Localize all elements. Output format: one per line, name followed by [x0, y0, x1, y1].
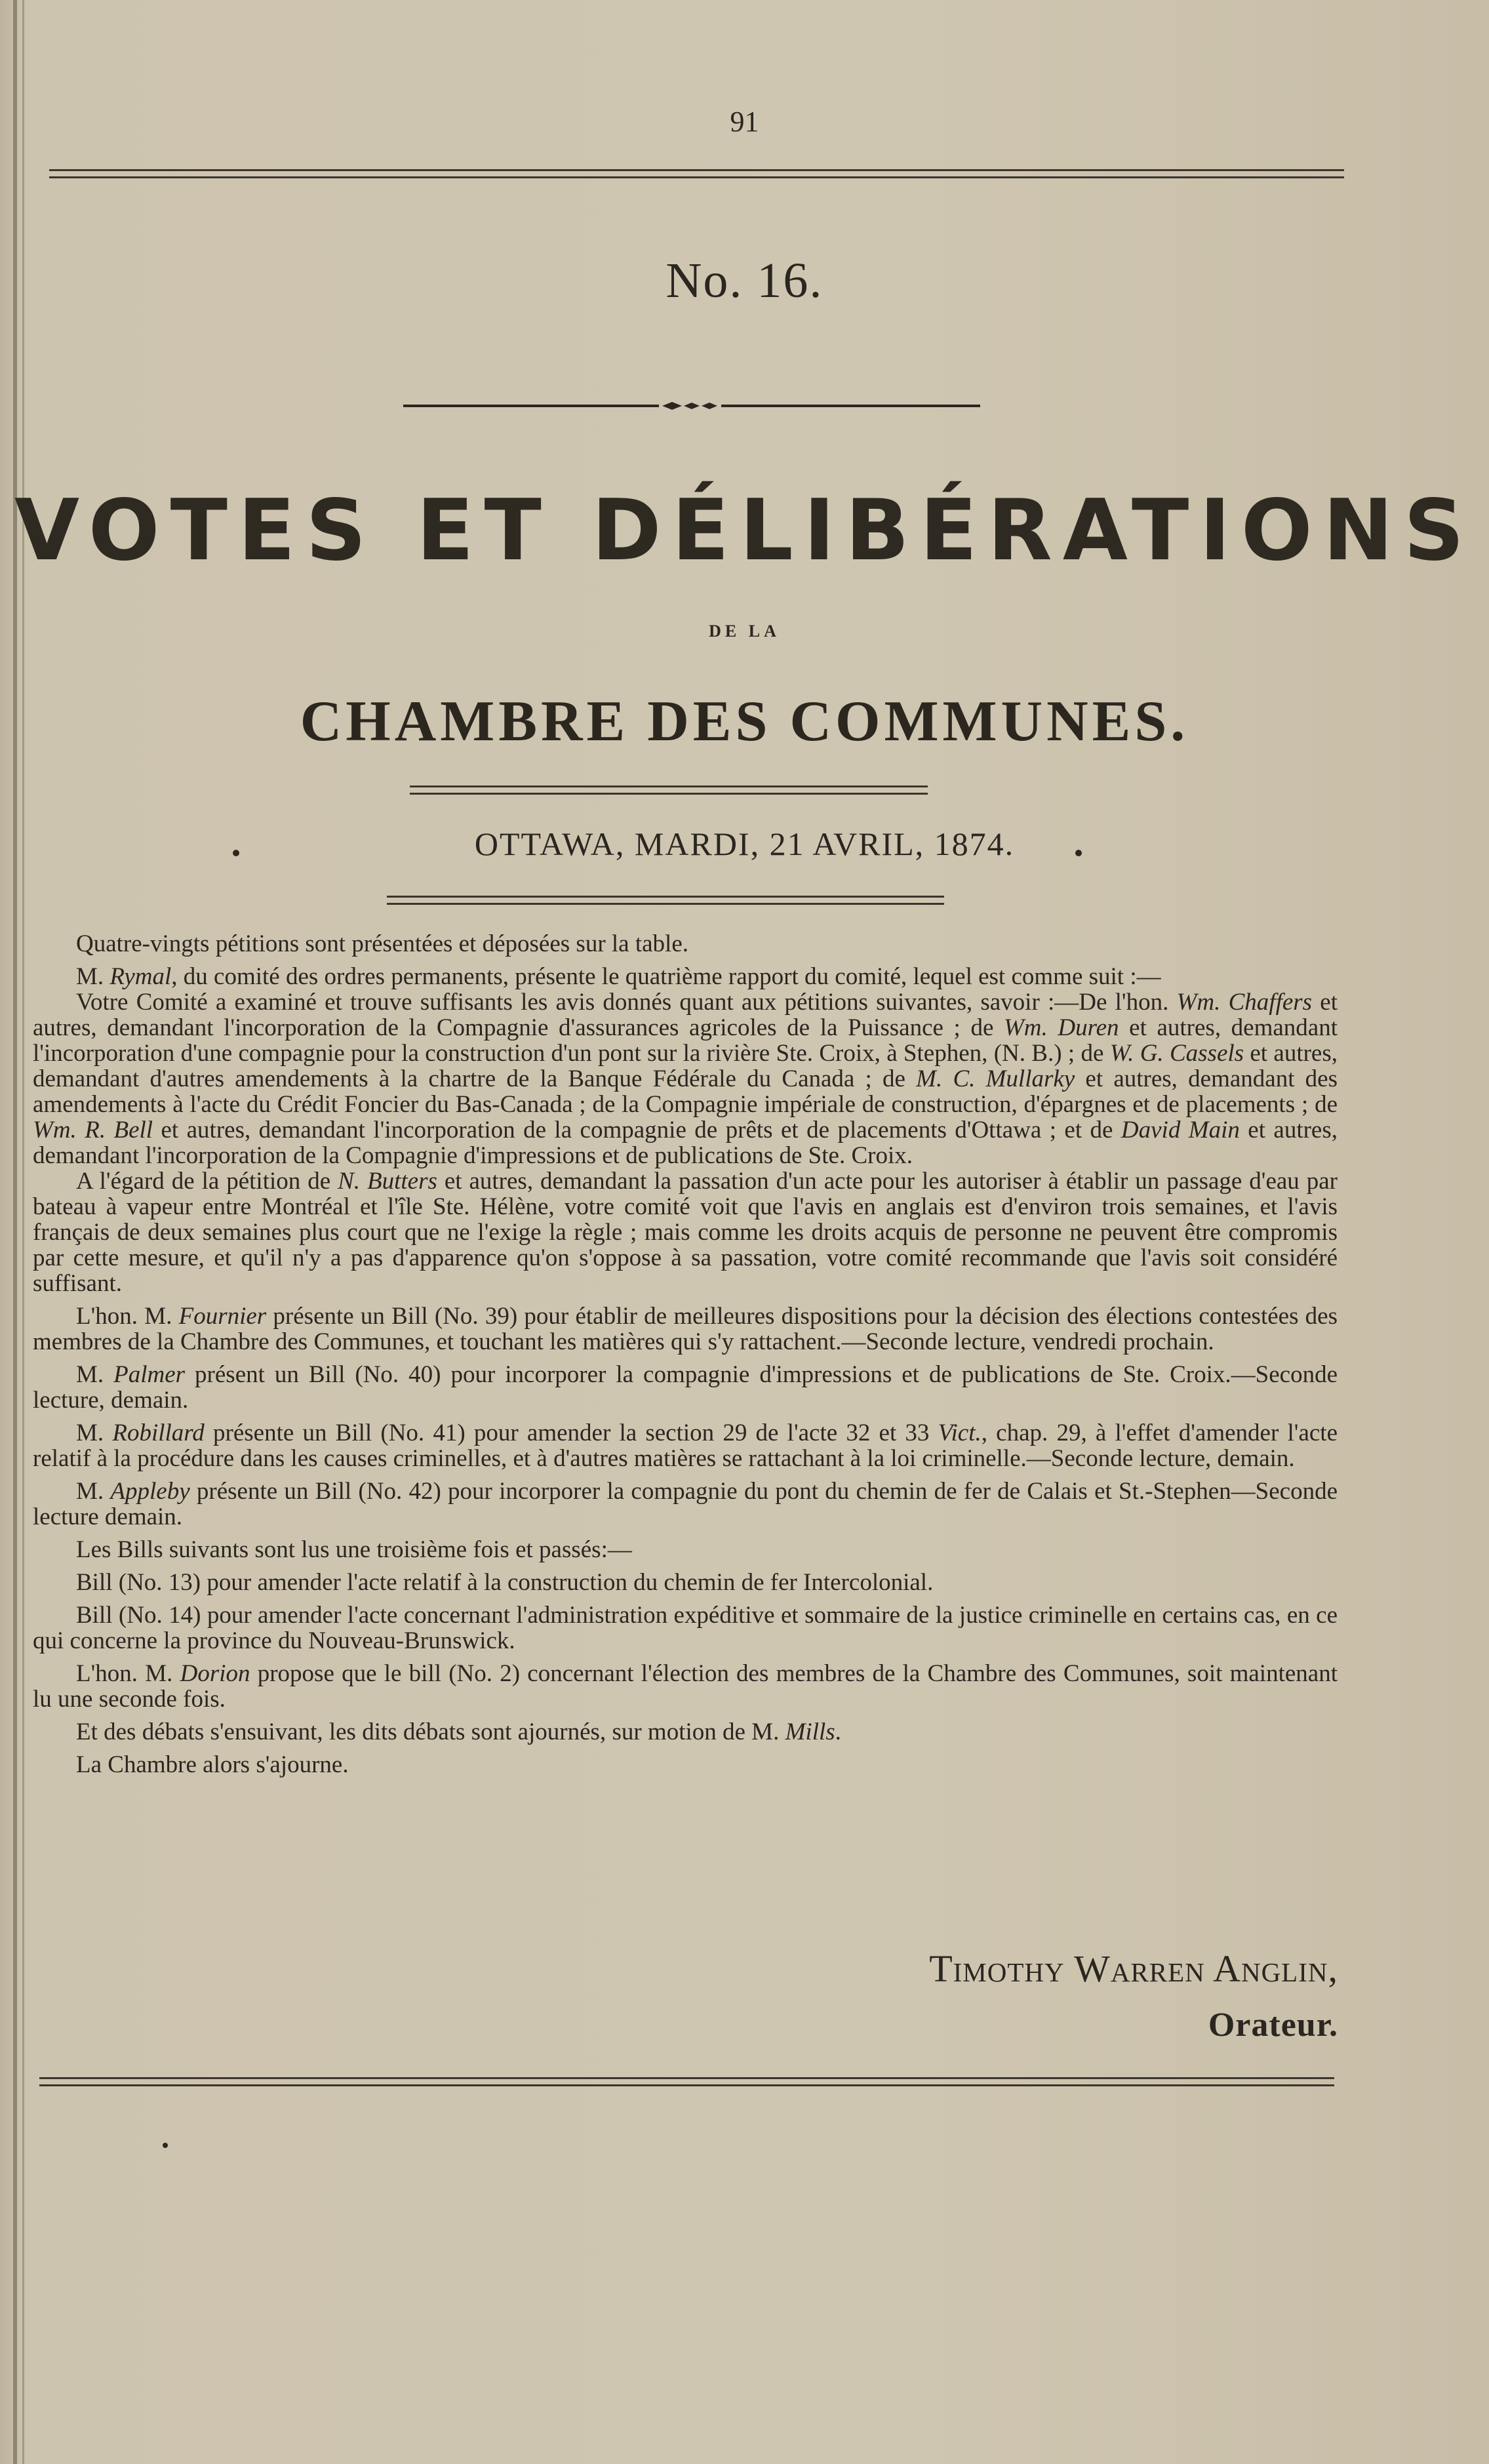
- paragraph-7: [33, 1420, 1338, 1471]
- page-spine-line: [22, 0, 24, 2464]
- footer-rule: [39, 2077, 1334, 2086]
- paragraph-13: [33, 1719, 1338, 1745]
- italic-name: Wm. Duren: [1003, 1014, 1119, 1041]
- paragraph-text: L'hon. M.: [76, 1303, 179, 1330]
- paragraph-text: Votre Comité a examiné et trouve suffisants les avis donnés quant aux pétitions suivantes, savoir :—De l'hon.: [76, 989, 1177, 1016]
- italic-name: M. C. Mullarky: [916, 1065, 1075, 1092]
- paragraph-3: [33, 989, 1338, 1168]
- proceedings-body: [33, 931, 1338, 1785]
- paragraph-text: A l'égard de la pétition de: [76, 1168, 338, 1195]
- italic-name: Wm. Chaffers: [1176, 989, 1313, 1016]
- paragraph-text: présente un Bill (No. 39) pour établir de meilleures dispositions pour la décision des élections contestées des membres de la Chambre des Communes, et touchant les matières qui s'y rattachent.—Seconde lecture, vendredi prochain.: [33, 1303, 1338, 1355]
- paragraph-10: [33, 1570, 1338, 1595]
- title-votes-et-deliberations: VOTES ET DÉLIBÉRATIONS: [14, 482, 1475, 580]
- stray-mark: [163, 2143, 168, 2148]
- paragraph-6: [33, 1362, 1338, 1413]
- italic-name: Vict.: [938, 1420, 982, 1446]
- paragraph-14: [33, 1752, 1338, 1778]
- paragraph-text: et autres, demandant l'incorporation de la Compagnie d'impressions et de publications de Ste. Croix.: [33, 1117, 1338, 1169]
- title-connector: DE LA: [709, 622, 780, 641]
- paragraph-text: , du comité des ordres permanents, présente le quatrième rapport du comité, lequel est comme suit :—: [171, 963, 1161, 990]
- issue-number: No. 16.: [665, 253, 824, 308]
- paragraph-text: Quatre-vingts pétitions sont présentées et déposées sur la table.: [76, 930, 688, 957]
- page-spine-shadow: [13, 0, 17, 2464]
- ornament-divider: [403, 401, 980, 410]
- paragraph-text: M.: [76, 963, 110, 990]
- paragraph-text: présente un Bill (No. 42) pour incorporer la compagnie du pont du chemin de fer de Calais et St.-Stephen—Seconde lecture demain.: [33, 1478, 1338, 1530]
- paragraph-text: Bill (No. 14) pour amender l'acte concernant l'administration expéditive et sommaire de la justice criminelle en certains cas, en ce qui concerne la province du Nouveau-Brunswick.: [33, 1602, 1338, 1654]
- paragraph-text: présente un Bill (No. 41) pour amender la section 29 de l'acte 32 et 33: [204, 1420, 938, 1446]
- paragraph-text: M.: [76, 1420, 113, 1446]
- paragraph-11: [33, 1602, 1338, 1654]
- paragraph-text: Bill (No. 13) pour amender l'acte relatif à la construction du chemin de fer Intercolonial.: [76, 1569, 934, 1596]
- paragraph-text: Et des débats s'ensuivant, les dits débats sont ajournés, sur motion de M.: [76, 1719, 785, 1745]
- signature-name: Timothy Warren Anglin,: [929, 1947, 1338, 1990]
- italic-name: Robillard: [112, 1420, 205, 1446]
- title-chambre-des-communes: CHAMBRE DES COMMUNES.: [300, 690, 1189, 753]
- paragraph-text: et autres, demandant la passation d'un acte pour les autoriser à établir un passage d'eau par bateau à vapeur entre Montréal et l'île Ste. Hélène, votre comité voit que l'avis en anglais est d'environ trois semaines, et l'avis français de deux semaines plus court que ne l'exige la règle ; mais comme les droits acquis de personne ne peuvent être compromis par cette mesure, et qu'il n'y a pas d'apparence qu'on s'oppose à sa passation, votre comité recommande que l'avis soit considéré suffisant.: [33, 1168, 1338, 1297]
- title-rule: [410, 785, 928, 795]
- italic-name: Rymal: [109, 963, 172, 990]
- italic-name: David Main: [1121, 1117, 1240, 1143]
- italic-name: Dorion: [180, 1660, 250, 1687]
- paragraph-4: [33, 1168, 1338, 1296]
- dateline: OTTAWA, MARDI, 21 AVRIL, 1874.: [474, 825, 1015, 862]
- signature-block: [929, 1941, 1338, 2054]
- dateline-rule: [387, 896, 944, 905]
- italic-name: Mills: [785, 1719, 835, 1745]
- paragraph-text: et autres, demandant d'autres amendements à la chartre de la Banque Fédérale du Canada ; de: [33, 1040, 1338, 1092]
- page-number: 91: [730, 106, 759, 138]
- paragraph-text: et autres, demandant l'incorporation de la Compagnie d'assurances agricoles de la Puissance ; de: [33, 989, 1338, 1041]
- signature-role: Orateur.: [1208, 2006, 1338, 2044]
- paragraph-text: présent un Bill (No. 40) pour incorporer la compagnie d'impressions et de publications de Ste. Croix.—Seconde lecture, demain.: [33, 1361, 1338, 1414]
- paragraph-text: et autres, demandant l'incorporation de la compagnie de prêts et de placements d'Ottawa ; et de: [153, 1117, 1121, 1143]
- paragraph-text: propose que le bill (No. 2) concernant l'élection des membres de la Chambre des Communes, soit maintenant lu une seconde fois.: [33, 1660, 1338, 1713]
- paragraph-5: [33, 1303, 1338, 1355]
- paragraph-text: et autres, demandant l'incorporation d'une compagnie pour la construction d'un pont sur la rivière Ste. Croix, à Stephen, (N. B.) ; de: [33, 1014, 1338, 1067]
- paragraph-9: [33, 1537, 1338, 1562]
- italic-name: Fournier: [178, 1303, 267, 1330]
- paragraph-text: M.: [76, 1361, 114, 1388]
- paragraph-8: [33, 1479, 1338, 1530]
- paragraph-text: M.: [76, 1478, 111, 1505]
- italic-name: W. G. Cassels: [1109, 1040, 1244, 1067]
- italic-name: Wm. R. Bell: [33, 1117, 153, 1143]
- paragraph-text: et autres, demandant des amendements à l'acte du Crédit Foncier du Bas-Canada ; de la Compagnie impériale de construction, d'épargnes et de placements ; de: [33, 1065, 1338, 1118]
- italic-name: Appleby: [110, 1478, 190, 1505]
- paragraph-text: .: [835, 1719, 841, 1745]
- header-rule: [49, 169, 1344, 178]
- paragraph-12: [33, 1661, 1338, 1712]
- paragraph-1: [33, 931, 1338, 957]
- paragraph-2: [33, 964, 1338, 989]
- paragraph-text: Les Bills suivants sont lus une troisième fois et passés:—: [76, 1536, 632, 1563]
- italic-name: N. Butters: [338, 1168, 437, 1195]
- italic-name: Palmer: [113, 1361, 186, 1388]
- paragraph-text: L'hon. M.: [76, 1660, 180, 1687]
- dateline-dot-right: [1075, 850, 1082, 856]
- paragraph-text: , chap. 29, à l'effet d'amender l'acte relatif à la procédure dans les causes criminelles, et à d'autres matières se rattachant à la loi criminelle.—Seconde lecture, demain.: [33, 1420, 1338, 1472]
- paragraph-text: La Chambre alors s'ajourne.: [76, 1751, 349, 1778]
